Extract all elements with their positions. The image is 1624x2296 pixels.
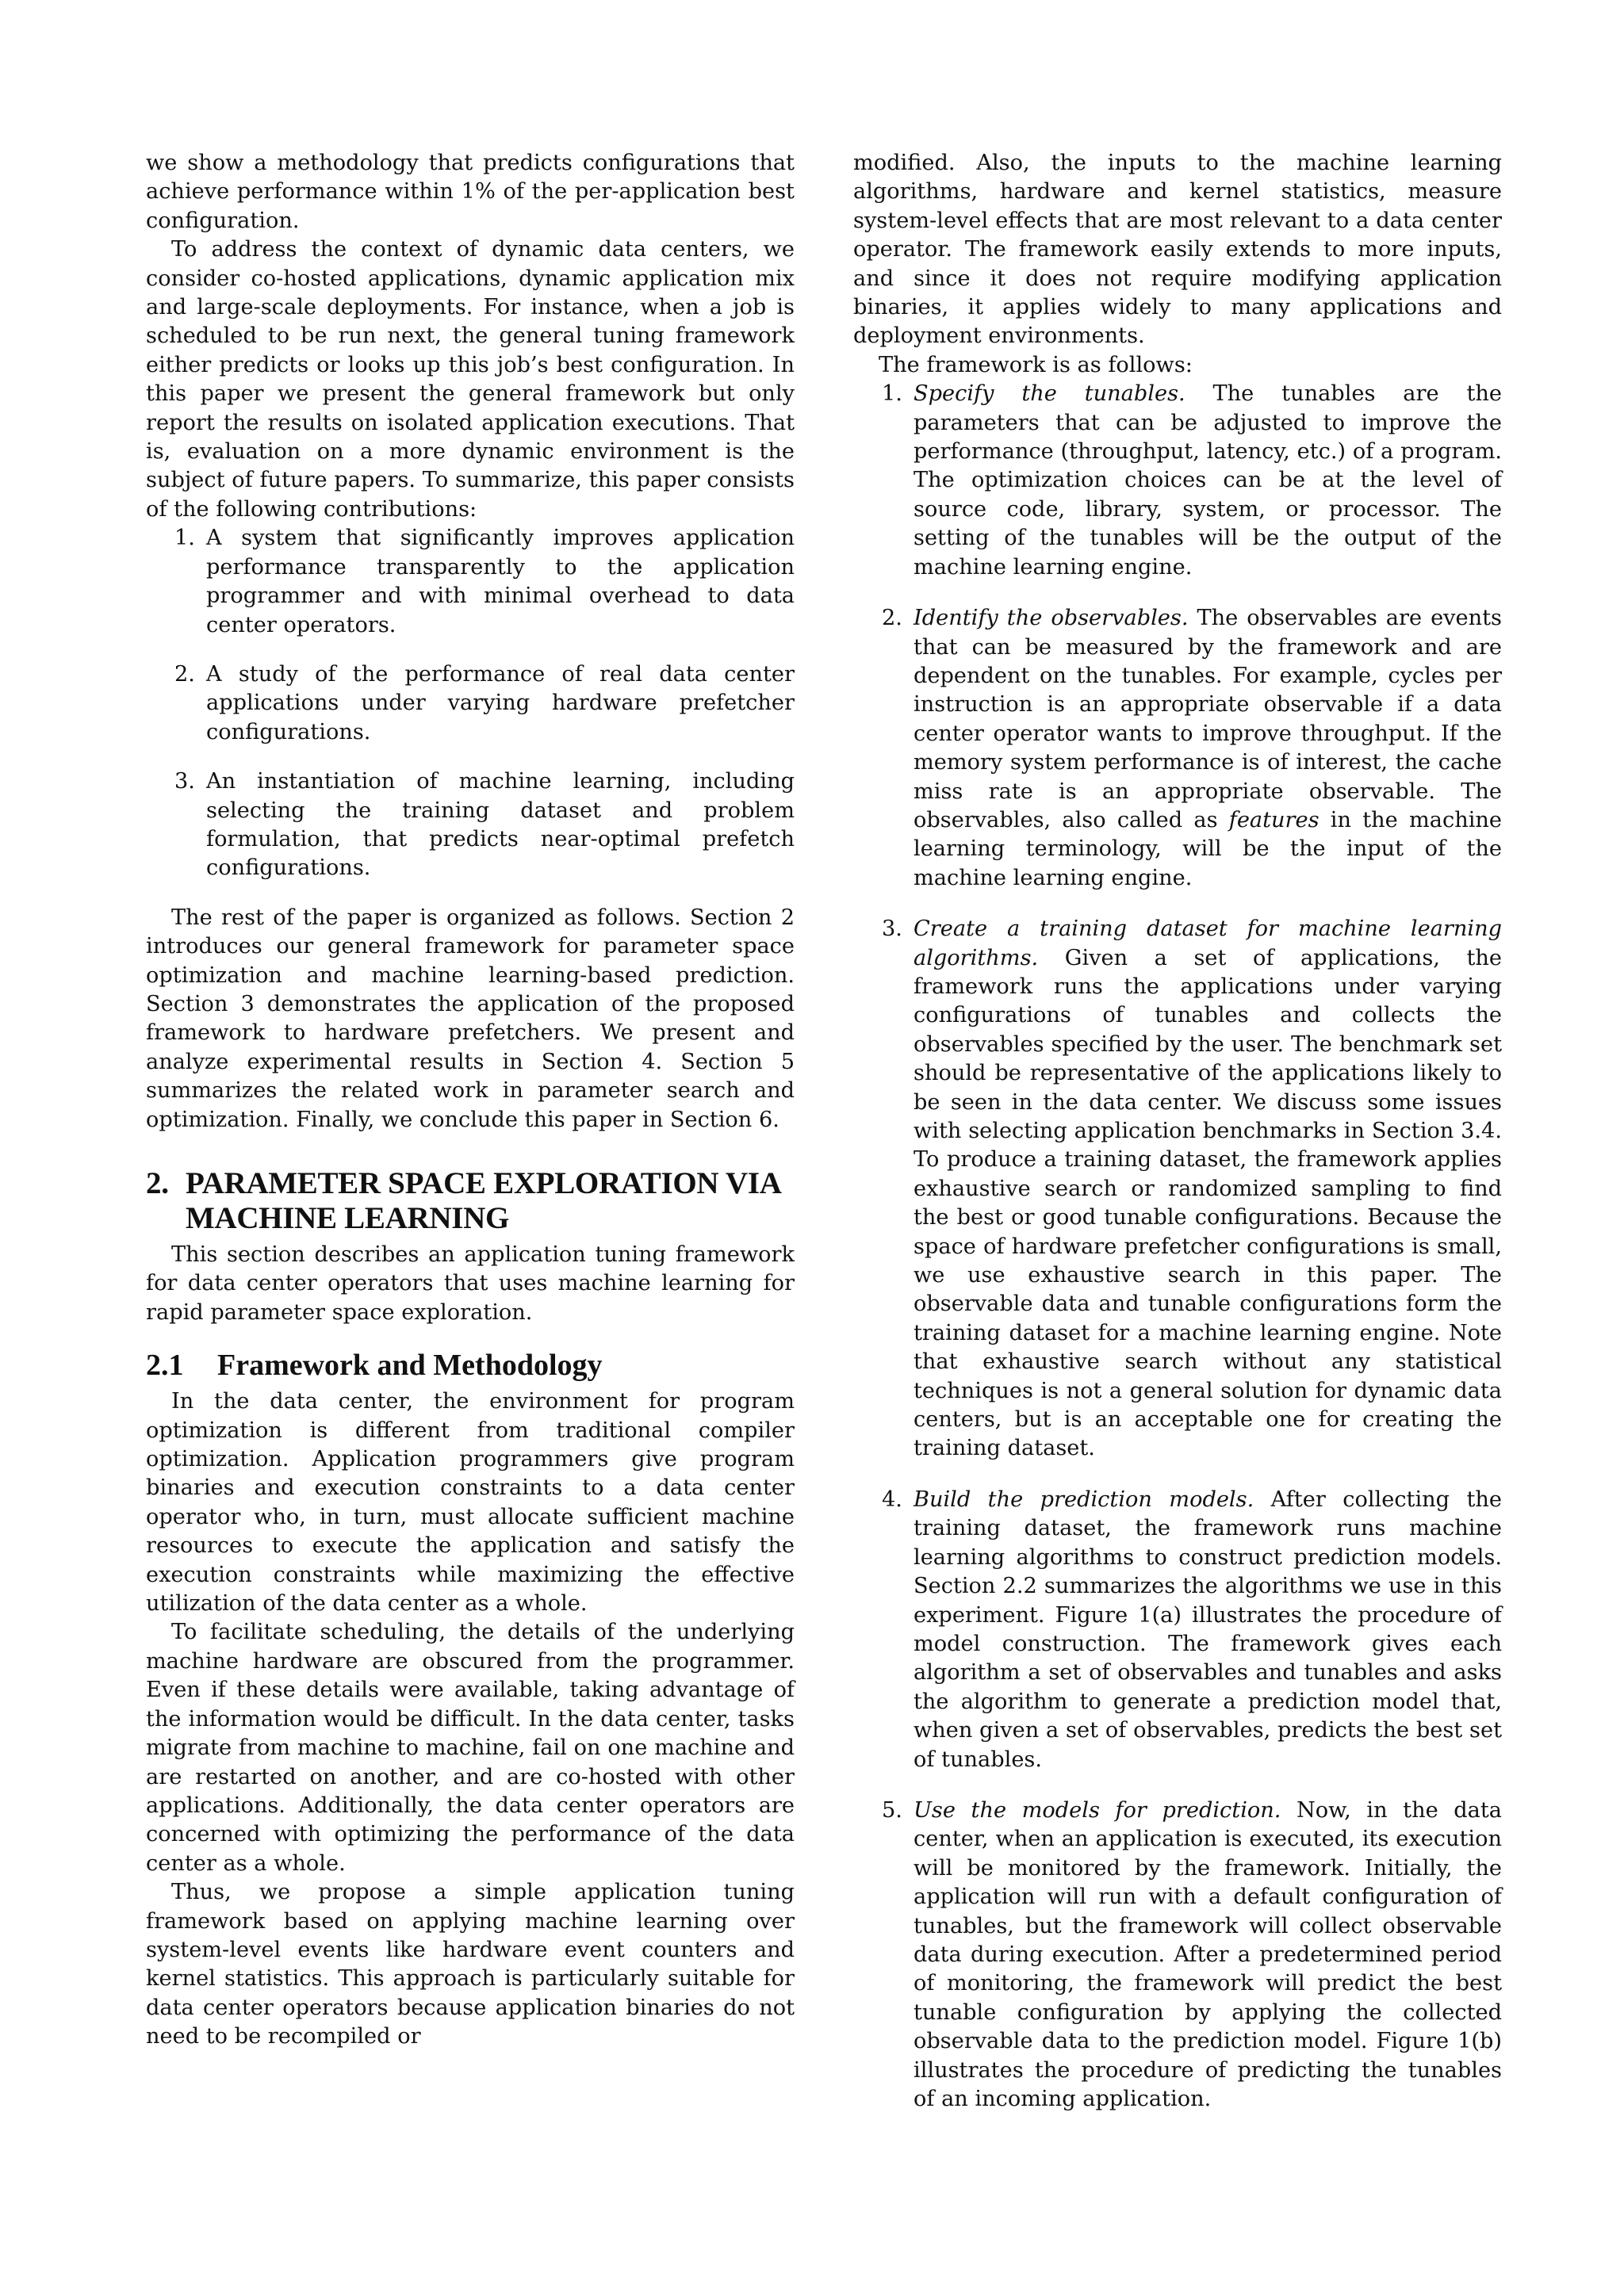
- list-number: 1.: [882, 381, 902, 407]
- framework-steps-list: [853, 380, 1502, 2114]
- list-text: A system that significantly improves application performance transparently to the application programmer and with minimal overhead to data center operators.: [206, 526, 795, 637]
- section-2-1-heading: [146, 1348, 795, 1383]
- list-item: [853, 604, 1502, 893]
- paper-page: [146, 149, 1502, 2210]
- list-number: 5.: [882, 1797, 902, 1823]
- subsection-number: 2.1: [146, 1349, 184, 1383]
- paragraph-organization: The rest of the paper is organized as follows. Section 2 introduces our general framework for parameter space optimization and machine learning-based prediction. Section 3 demonstrates the application of the proposed framework to hardware prefetchers. We present and analyze experimental results in Section 4. Section 5 summarizes the related work in parameter search and optimization. Finally, we conclude this paper in Section 6.: [146, 905, 795, 1132]
- paragraph-environment: In the data center, the environment for program optimization is different from traditional compiler optimization. Application programmers give program binaries and execution constraints to a data center operator who, in turn, must allocate sufficient machine resources to execute the application and satisfy the execution constraints while maximizing the effective utilization of the data center as a whole.: [146, 1389, 795, 1617]
- list-item: [146, 767, 795, 883]
- step-text: Given a set of applications, the framework runs the applications under varying configurations of tunables and collects the observables specified by the user. The benchmark set should be representative of the applications likely to be seen in the data center. We discuss some issues with selecting application benchmarks in Section 3.4. To produce a training dataset, the framework applies exhaustive search or randomized sampling to find the best or good tunable configurations. Because the space of hardware prefetcher configurations is small, we use exhaustive search in this paper. The observable data and tunable configurations form the training dataset for a machine learning engine. Note that exhaustive search without any statistical techniques is not a general solution for dynamic data centers, but is an acceptable one for creating the training dataset.: [914, 945, 1502, 1461]
- step-title: Identify the observables.: [914, 606, 1189, 631]
- right-column: [853, 149, 1502, 2136]
- paragraph-section-2-intro: This section describes an application tuning framework for data center operators that uses machine learning for rapid parameter space exploration.: [146, 1242, 795, 1325]
- section-2-heading: [146, 1166, 795, 1236]
- list-text: An instantiation of machine learning, including selecting the training dataset and problem formulation, that predicts near-optimal prefetch configurations.: [206, 769, 795, 881]
- list-number: 3.: [174, 769, 195, 794]
- list-item: [853, 1486, 1502, 1774]
- paragraph-modified: modified. Also, the inputs to the machine learning algorithms, hardware and kernel statistics, measure system-level effects that are most relevant to a data center operator. The framework easily extends to more inputs, and since it does not require modifying application binaries, it applies widely to many applications and deployment environments.: [853, 151, 1502, 349]
- list-number: 2.: [882, 606, 902, 631]
- contributions-list: [146, 524, 795, 882]
- paragraph-context: To address the context of dynamic data centers, we consider co-hosted applications, dynamic application mix and large-scale deployments. For instance, when a job is scheduled to be run next, the general tuning framework either predicts or looks up this job’s best configuration. In this paper we present the general framework but only report the results on isolated application executions. That is, evaluation on a more dynamic environment is the subject of future papers. To summarize, this paper consists of the following contributions:: [146, 237, 795, 522]
- list-item: [146, 660, 795, 747]
- paragraph-proposal: Thus, we propose a simple application tuning framework based on applying machine learning over system-level events like hardware event counters and kernel statistics. This approach is particularly suitable for data center operators because application binaries do not need to be recompiled or: [146, 1880, 795, 2049]
- step-text: The tunables are the parameters that can be adjusted to improve the performance (throughput, latency, etc.) of a program. The optimization choices can be at the level of source code, library, system, or processor. The setting of the tunables will be the output of the machine learning engine.: [914, 381, 1502, 580]
- subsection-title: Framework and Methodology: [217, 1349, 603, 1383]
- list-item: [853, 380, 1502, 582]
- list-number: 2.: [174, 661, 195, 687]
- step-title: Build the prediction models.: [914, 1487, 1254, 1512]
- list-item: [146, 524, 795, 640]
- list-item: [853, 1797, 1502, 2114]
- step-title: Use the models for prediction.: [914, 1797, 1281, 1823]
- list-number: 4.: [882, 1487, 902, 1512]
- list-number: 3.: [882, 916, 902, 942]
- step-emphasis: features: [1228, 807, 1320, 832]
- step-text: The observables are events that can be measured by the framework and are dependent on the tunables. For example, cycles per instruction is an appropriate observable if a data center operator wants to improve throughput. If the memory system performance is of interest, the cache miss rate is an appropriate observable. The observables, also called as: [914, 606, 1502, 832]
- step-text: in the machine learning terminology, will be the input of the machine learning engine.: [914, 807, 1502, 890]
- paragraph-methodology: we show a methodology that predicts configurations that achieve performance within 1% of the per-application best configuration.: [146, 151, 795, 233]
- paragraph-framework-intro: The framework is as follows:: [879, 352, 1193, 377]
- step-text: After collecting the training dataset, the framework runs machine learning algorithms to construct prediction models. Section 2.2 summarizes the algorithms we use in this experiment. Figure 1(a) illustrates the procedure of model construction. The framework gives each algorithm a set of observables and tunables and asks the algorithm to generate a prediction model that, when given a set of observables, predicts the best set of tunables.: [914, 1487, 1502, 1772]
- step-title: Specify the tunables.: [914, 381, 1185, 407]
- paragraph-scheduling: To facilitate scheduling, the details of the underlying machine hardware are obscured from the programmer. Even if these details were available, taking advantage of the information would be difficult. In the data center, tasks migrate from machine to machine, fail on one machine and are restarted on another, and are co-hosted with other applications. Additionally, the data center operators are concerned with optimizing the performance of the data center as a whole.: [146, 1620, 795, 1876]
- step-text: Now, in the data center, when an application is executed, its execution will be monitored by the framework. Initially, the application will run with a default configuration of tunables, but the framework will collect observable data during execution. After a predetermined period of monitoring, the framework will predict the best tunable configuration by applying the collected observable data to the prediction model. Figure 1(b) illustrates the procedure of predicting the tunables of an incoming application.: [914, 1797, 1502, 2111]
- step-title: Create a training dataset for machine learning algorithms.: [914, 916, 1502, 970]
- list-item: [853, 915, 1502, 1464]
- left-column: [146, 149, 795, 2052]
- section-title: PARAMETER SPACE EXPLORATION VIA MACHINE LEARNING: [186, 1166, 780, 1235]
- section-number: 2.: [146, 1166, 169, 1200]
- list-number: 1.: [174, 526, 195, 551]
- list-text: A study of the performance of real data center applications under varying hardware prefetcher configurations.: [206, 661, 795, 744]
